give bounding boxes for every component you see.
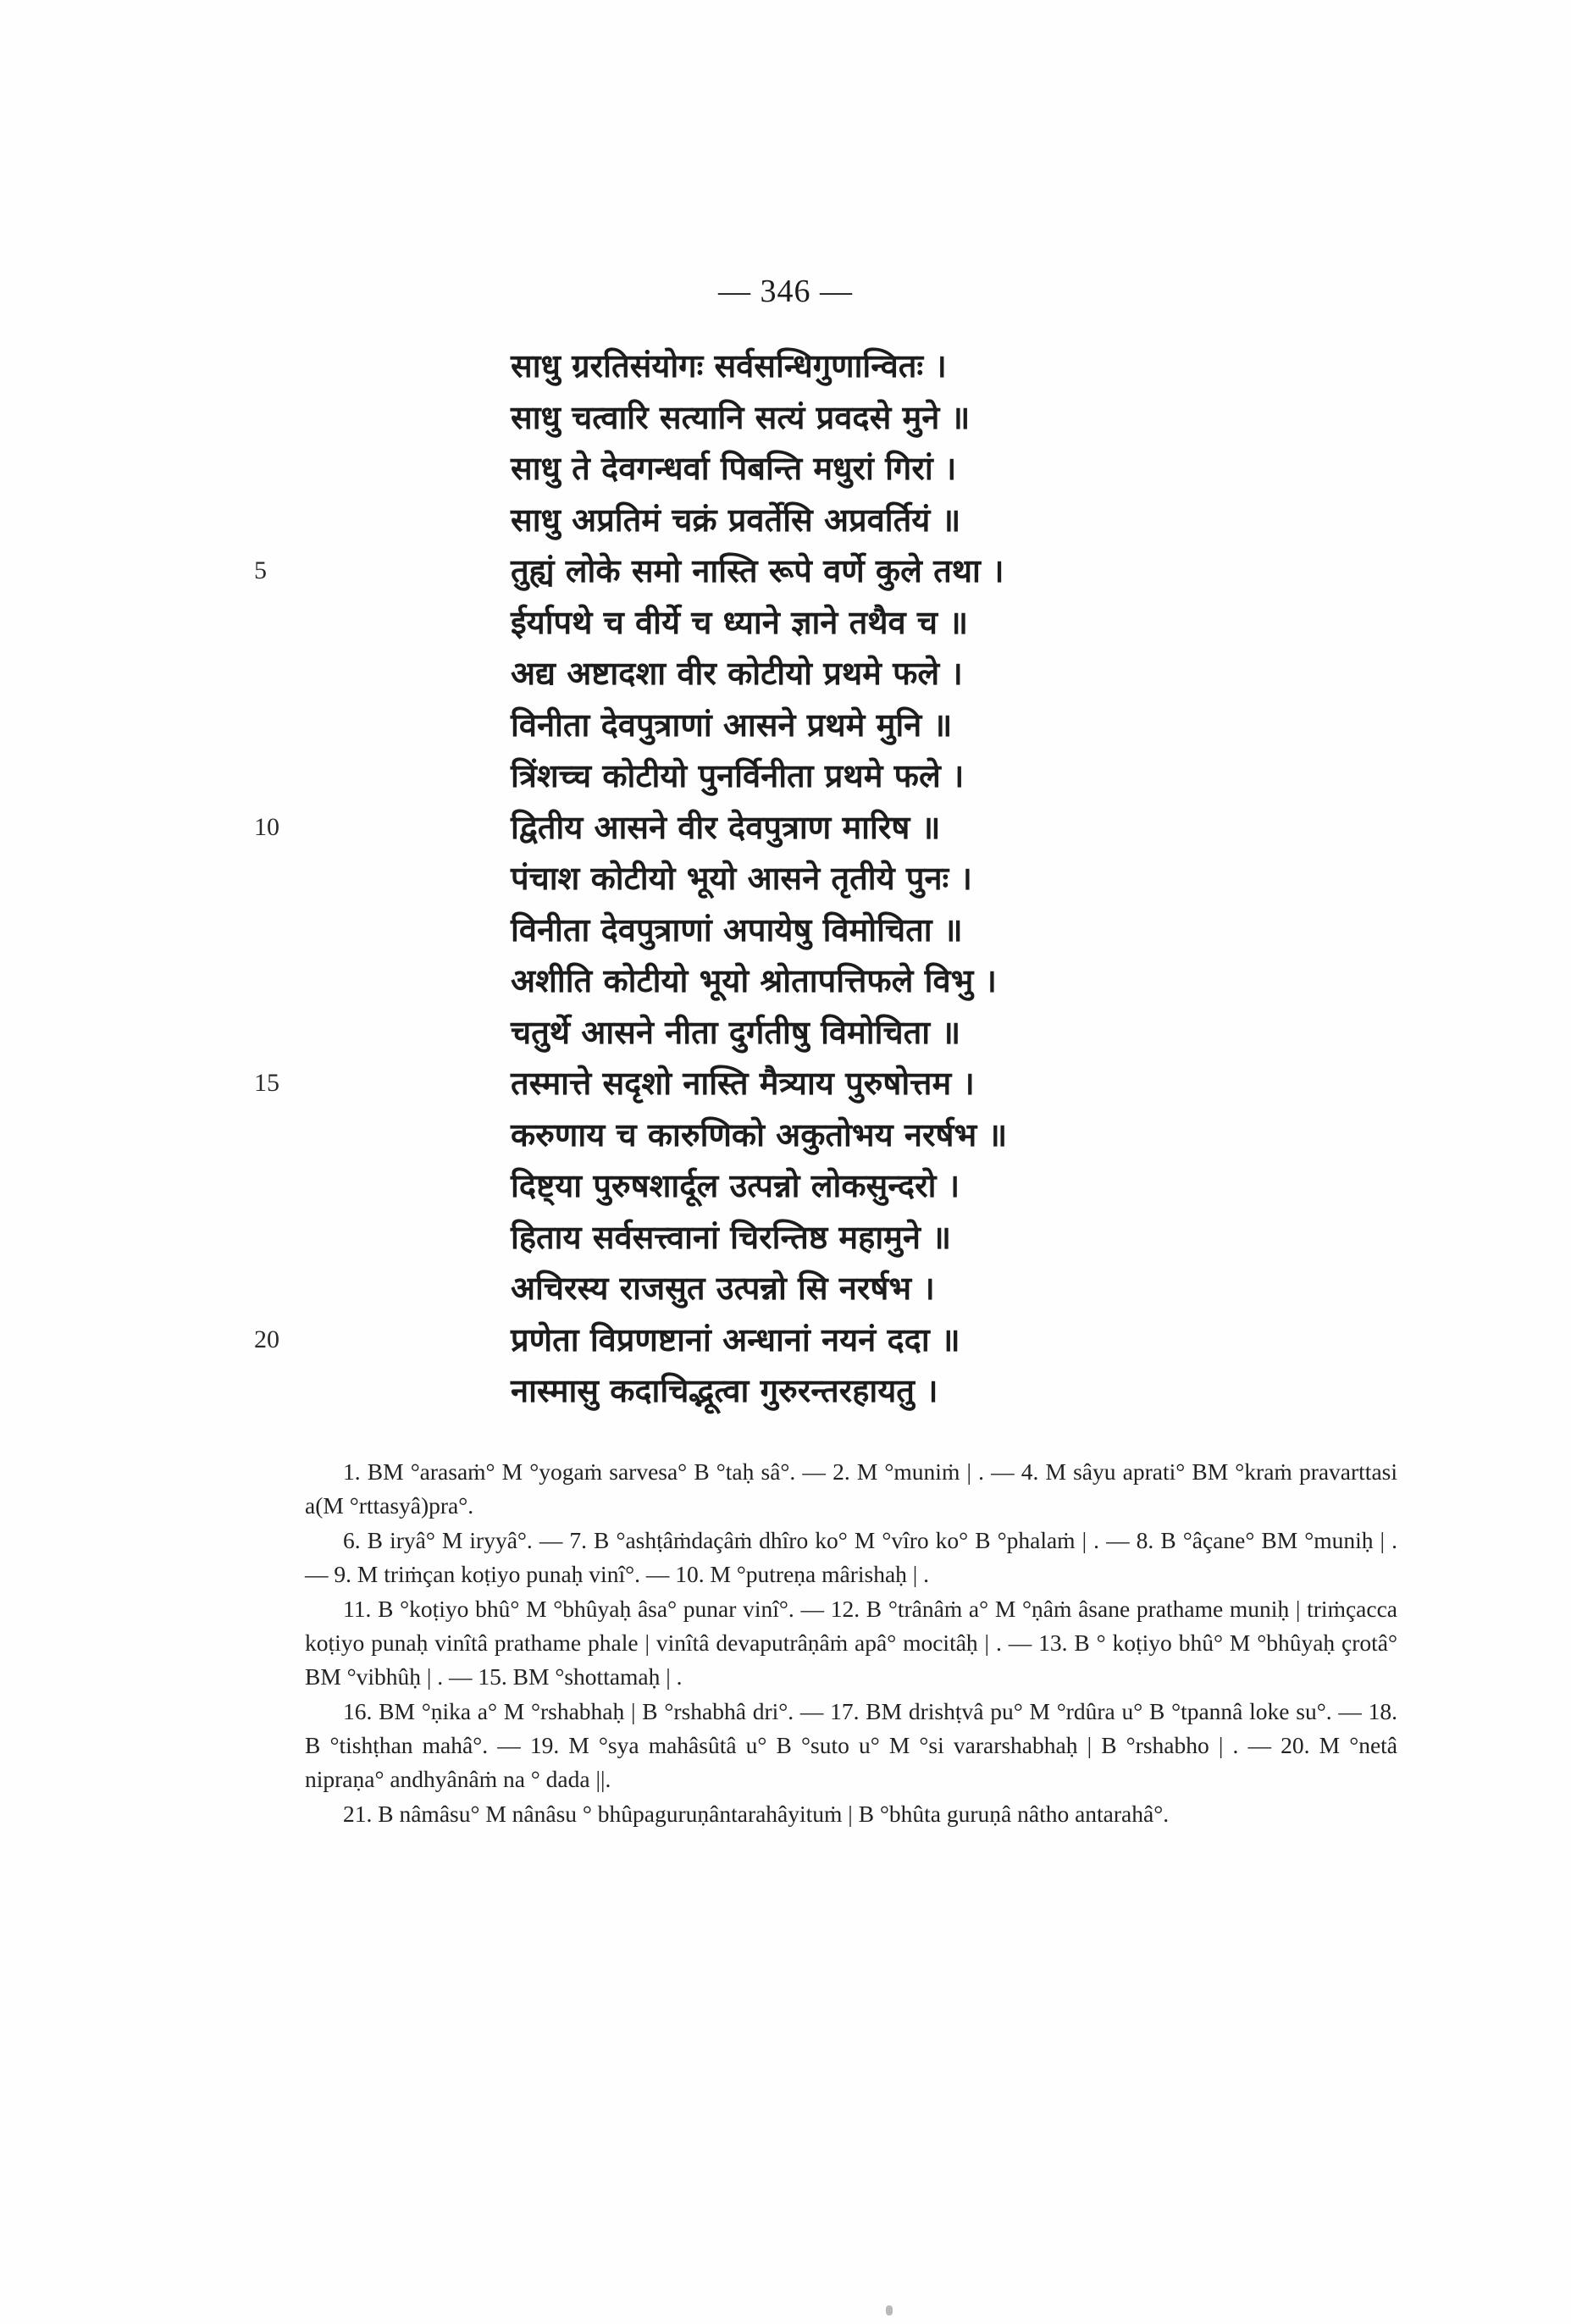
verse-text: करुणाय च कारुणिको अकुतोभय नरर्षभ ॥ (511, 1115, 1008, 1154)
verse-line (254, 1007, 1482, 1059)
verse-line (254, 648, 1482, 700)
verse-line (254, 1365, 1482, 1417)
verse-line (254, 802, 1482, 854)
verse-text: साधु अप्रतिमं चक्रं प्रवर्तेसि अप्रवर्तियं ॥ (511, 501, 961, 539)
verse-line (254, 1160, 1482, 1212)
verse-text: अचिरस्य राजसुत उत्पन्नो सि नरर्षभ । (511, 1270, 935, 1307)
verse-text: विनीता देवपुत्राणां अपायेषु विमोचिता ॥ (511, 910, 963, 949)
verse-line (254, 750, 1482, 802)
footnote: 16. BM °ṇika a° M °rshabhaḥ | B °rshabhâ dri°. — 17. BM drishṭvâ pu° M °rdûra u° B °tpannâ loke su°. — 18. B °tishṭhan mahâ°. — 19. M °sya mahâsûtâ u° B °suto u° M °si vararshabhaḥ | B °rshabho | . — 20. M °netâ nipraṇa° andhyânâṁ na ° dada ||. (305, 1698, 1397, 1792)
verse-line (254, 1109, 1482, 1161)
verse-block (254, 340, 1482, 1417)
verse-text: विनीता देवपुत्राणां आसने प्रथमे मुनि ॥ (511, 706, 953, 744)
verse-text: द्वितीय आसने वीर देवपुत्राण मारिष ॥ (511, 808, 941, 846)
verse-text: ईर्यापथे च वीर्ये च ध्याने ज्ञाने तथैव च ॥ (511, 603, 969, 641)
verse-text: अद्य अष्टादशा वीर कोटीयो प्रथमे फले । (511, 655, 963, 692)
footnotes (305, 1455, 1397, 1832)
verse-text: हिताय सर्वसत्त्वानां चिरन्तिष्ठ महामुने ॥ (511, 1218, 951, 1256)
verse-text: साधु चत्वारि सत्यानि सत्यं प्रवदसे मुने ॥ (511, 398, 971, 436)
verse-line (254, 1314, 1482, 1366)
verse-text: तुह्यं लोके समो नास्ति रूपे वर्णे कुले तथा । (511, 552, 1004, 589)
verse-line (254, 443, 1482, 495)
verse-text: अशीति कोटीयो भूयो श्रोतापत्तिफले विभु । (511, 962, 997, 999)
verse-text: प्रणेता विप्रणष्टानां अन्धानां नयनं ददा ॥ (511, 1320, 960, 1358)
line-number: 5 (254, 556, 267, 584)
verse-line (254, 545, 1482, 597)
footnote: 1. BM °arasaṁ° M °yogaṁ sarvesa° B °taḥ sâ°. — 2. M °muniṁ | . — 4. M sâyu aprati° BM °kraṁ pravarttasi a(M °rttasyâ)pra°. (305, 1458, 1397, 1519)
verse-text: साधु ते देवगन्धर्वा पिबन्ति मधुरां गिरां । (511, 450, 957, 487)
verse-text: नास्मासु कदाचिद्भूत्वा गुरुरन्तरहायतु । (511, 1372, 938, 1409)
verse-text: तस्मात्ते सदृशो नास्ति मैत्र्याय पुरुषोत्तम । (511, 1065, 975, 1102)
verse-line (254, 392, 1482, 444)
verse-line (254, 700, 1482, 751)
verse-line (254, 495, 1482, 546)
verse-line (254, 1058, 1482, 1109)
page-number: — 346 — (718, 274, 853, 309)
verse-text: चतुर्थे आसने नीता दुर्गतीषु विमोचिता ॥ (511, 1013, 961, 1051)
verse-text: दिष्ट्या पुरुषशार्दूल उत्पन्नो लोकसुन्दरो । (511, 1167, 960, 1204)
footnote: 6. B iryâ° M iryyâ°. — 7. B °ashṭâṁdaçâṁ dhîro ko° M °vîro ko° B °phalaṁ | . — 8. B °âçane° BM °muniḥ | . — 9. M triṁçan koṭiyo punaḥ vinî°. — 10. M °putreṇa mârishaḥ | . (305, 1527, 1397, 1587)
ink-speck (886, 2305, 893, 2316)
verse-line (254, 340, 1482, 392)
line-number: 15 (254, 1069, 279, 1097)
verse-text: साधु ग्ररतिसंयोगः सर्वसन्धिगुणान्वितः । (511, 347, 947, 385)
footnote: 11. B °koṭiyo bhû° M °bhûyaḥ âsa° punar vinî°. — 12. B °trânâṁ a° M °ṇâṁ âsane prathame muniḥ | triṁçacca koṭiyo punaḥ vinîtâ prathame phale | vinîtâ devaputrâṇâṁ apâ° mocitâḥ | . — 13. B ° koṭiyo bhû° M °bhûyaḥ çrotâ° BM °vibhûḥ | . — 15. BM °shottamaḥ | . (305, 1596, 1397, 1690)
verse-line (254, 1212, 1482, 1264)
verse-text: त्रिंशच्च कोटीयो पुनर्विनीता प्रथमे फले । (511, 757, 965, 794)
verse-line (254, 853, 1482, 905)
verse-line (254, 955, 1482, 1007)
footnote: 21. B nâmâsu° M nânâsu ° bhûpaguruṇântarahâyituṁ | B °bhûta guruṇâ nâtho antarahâ°. (343, 1801, 1170, 1827)
line-number: 20 (254, 1325, 279, 1353)
verse-line (254, 905, 1482, 956)
verse-text: पंचाश कोटीयो भूयो आसने तृतीये पुनः । (511, 860, 972, 897)
verse-line (254, 597, 1482, 649)
line-number: 10 (254, 812, 279, 841)
verse-line (254, 1263, 1482, 1314)
